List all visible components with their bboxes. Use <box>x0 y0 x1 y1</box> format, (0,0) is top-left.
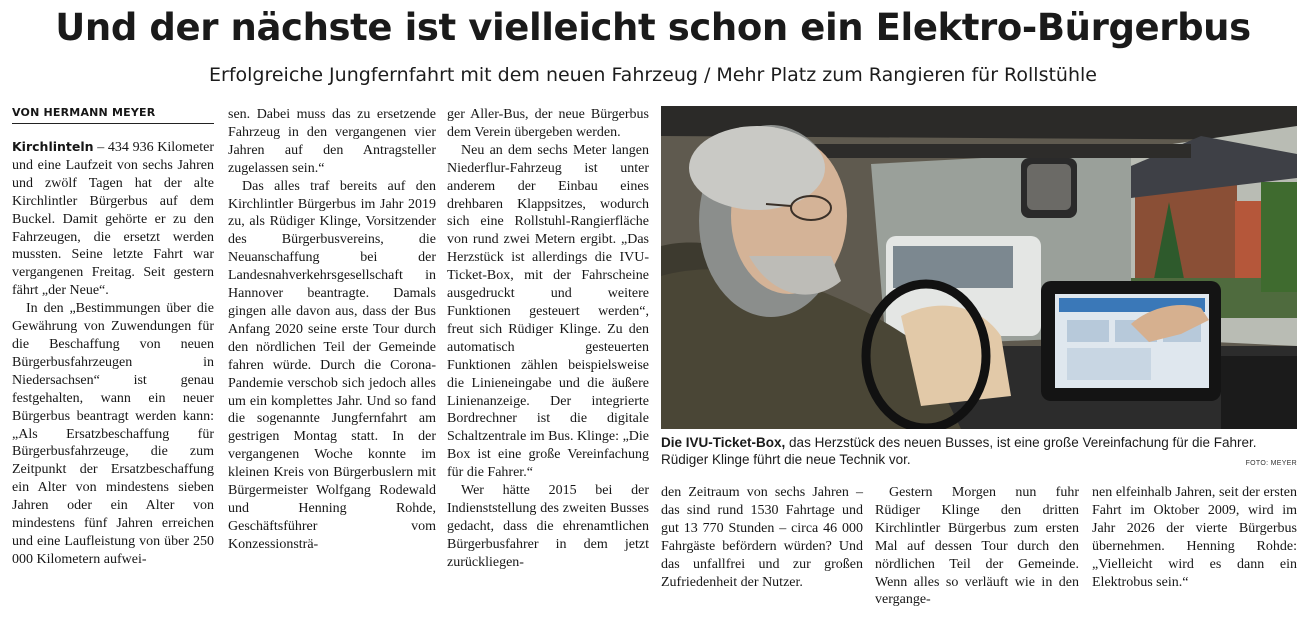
text-column-5 <box>875 484 1079 609</box>
text-column-6 <box>1092 484 1297 591</box>
article-paragraph <box>1092 484 1297 591</box>
article-photo <box>661 106 1297 429</box>
dateline: Kirchlinteln <box>12 139 94 154</box>
article-paragraph <box>447 106 649 142</box>
paragraph-text: Wer hätte 2015 bei der Indienststellung des zweiten Busses gedacht, dass die ehrenamtlichen Bürgerbusfahrer in dem jetzt zurückliegen- <box>447 483 649 570</box>
article-paragraph <box>228 178 436 554</box>
bus-driver-photo <box>661 106 1297 429</box>
photo-caption <box>661 434 1297 468</box>
text-column-3 <box>447 106 649 572</box>
paragraph-text: In den „Bestimmungen über die Gewährung von Zuwendungen für die Beschaffung von neuen Bürgerbusfahrzeugen in Niedersachsen“ ist genau festgehalten, wann ein neuer Bürgerbus beantragt werden kann: „Als Ersatzbeschaffung für Bürgerbusfahrzeuge, die zum Zeitpunkt der Ersatzbeschaffung ein Alter von mindestens sieben Jahren oder ein Alter von mindestens fünf Jahren erreichen und eine Laufleistung von über 250 000 Kilometern aufwei- <box>12 301 214 567</box>
caption-lead: Die IVU-Ticket-Box, <box>661 435 786 450</box>
paragraph-text: sen. Dabei muss das zu ersetzende Fahrzeug in den vergangenen vier Jahren auf den Antragsteller zugelassen sein.“ <box>228 107 436 176</box>
paragraph-text: Das alles traf bereits auf den Kirchlintler Bürgerbus im Jahr 2019 zu, als Rüdiger Klinge, Vorsitzender des Bürgerbusvereins, die Neuanschaffung bei der Landesnahverkehrsgesellschaft in Hannover beantragte. Damals gingen alle davon aus, dass der Bus Anfang 2020 seine erste Tour durch den nördlichen Teil der Gemeinde fahren würde. Durch die Corona-Pandemie verschob sich jedoch alles um ein komplettes Jahr. Und so fand die sogenannte Jungfernfahrt am gestrigen Montag statt. In der vergangenen Woche konnte im kleinen Kreis von Bürgerbuslern mit Bürgermeister Wolfgang Rodewald und Henning Rohde, Geschäftsführer vom Konzessionsträ- <box>228 178 436 552</box>
article-paragraph <box>228 106 436 178</box>
article-paragraph <box>447 142 649 482</box>
paragraph-text: nen elfeinhalb Jahren, seit der ersten Fahrt im Oktober 2009, wird im Jahr 2026 der vierte Bürgerbus übernehmen. Henning Rohde: „Vielleicht wird es dann ein Elektrobus sein.“ <box>1092 485 1297 590</box>
paragraph-text: den Zeitraum von sechs Jahren – das sind rund 1530 Fahrtage und gut 13 770 Stunden – circa 46 000 Fahrgäste befördern würden? Und das unfallfrei und zur großen Zufriedenheit der Nutzer. <box>661 485 863 590</box>
article-paragraph <box>875 484 1079 609</box>
article-paragraph <box>12 138 214 300</box>
photo-credit: FOTO: MEYER <box>1245 460 1297 467</box>
article-paragraph <box>661 484 863 591</box>
text-column-4 <box>661 484 863 591</box>
headline: Und der nächste ist vielleicht schon ein Elektro-Bürgerbus <box>55 6 1251 49</box>
paragraph-text: Neu an dem sechs Meter langen Niederflur-Fahrzeug ist unter anderem der Einbau eines drehbaren Klappsitzes, wodurch sich eine Rollstuhl-Rangierfläche von rund zwei Metern ergibt. „Das Herzstück ist allerdings die IVU-Ticket-Box, mit der Fahrscheine ausgedruckt und weitere Funktionen gesteuert werden“, freut sich Rüdiger Klinge. Zu den automatisch gesteuerten Funktionen zählen beispielsweise die Linieneingabe und die äußere Linienanzeige. Der integrierte Bordrechner ist die digitale Schaltzentrale im Bus. Klinge: „Die Box ist eine große Vereinfachung für die Fahrer.“ <box>447 142 649 481</box>
paragraph-text: Gestern Morgen nun fuhr Rüdiger Klinge den dritten Kirchlintler Bürgerbus zum ersten Mal auf dessen Tour durch den nördlichen Teil der Gemeinde. Wenn alles so verläuft wie in den vergange- <box>875 485 1079 608</box>
text-column-1 <box>12 138 214 569</box>
text-column-2 <box>228 106 436 554</box>
article-paragraph <box>447 482 649 572</box>
subheadline: Erfolgreiche Jungfernfahrt mit dem neuen Fahrzeug / Mehr Platz zum Rangieren für Rollstühle <box>209 64 1097 86</box>
article-paragraph <box>12 300 214 569</box>
paragraph-text: – 434 936 Kilometer und eine Laufzeit von sechs Jahren und zwölf Tagen hat der alte Kirchlintler Bürgerbus auf dem Buckel. Damit gehörte er zu den Fahrzeugen, die ersetzt werden mussten. Seine letzte Fahrt war vergangenen Freitag. Seit gestern fährt „der Neue“. <box>12 140 214 299</box>
paragraph-text: ger Aller-Bus, der neue Bürgerbus dem Verein übergeben werden. <box>447 107 649 140</box>
byline: VON HERMANN MEYER <box>12 106 214 124</box>
caption-text: das Herzstück des neuen Busses, ist eine große Vereinfachung für die Fahrer. Rüdiger Klinge führt die neue Technik vor. <box>661 435 1257 467</box>
